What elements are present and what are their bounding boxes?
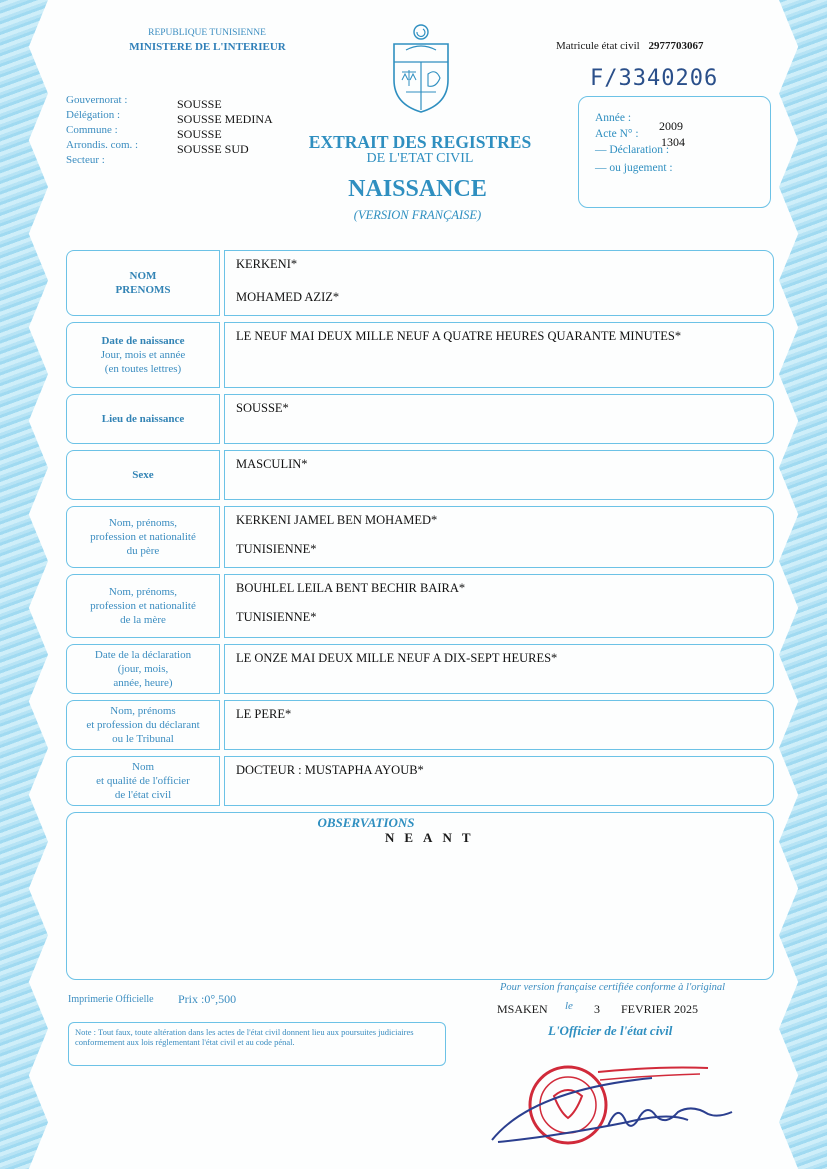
document-subtitle: DE L'ETAT CIVIL (366, 151, 474, 166)
declaration-date-value: LE ONZE MAI DEUX MILLE NEUF A DIX-SEPT HEURES* (236, 651, 558, 665)
observations-title: OBSERVATIONS (317, 815, 415, 830)
label-line: Date de naissance (101, 335, 185, 347)
row-label-father (66, 506, 220, 568)
issue-le: le (565, 1000, 573, 1012)
father-name-value: KERKENI JAMEL BEN MOHAMED* (236, 513, 438, 527)
acte-number-label: Acte N° : (595, 128, 639, 140)
label-line: profession et nationalité (90, 531, 196, 543)
label-line: année, heure) (113, 677, 173, 689)
label-line: Lieu de naissance (101, 413, 185, 425)
birth-place-value: SOUSSE* (236, 401, 289, 415)
surname-value: KERKENI* (236, 257, 298, 271)
serial-number: F/3340206 (590, 66, 719, 91)
row-value-birth-date (224, 322, 774, 388)
ministry-label: MINISTERE DE L'INTERIEUR (129, 41, 286, 53)
label-line: ou le Tribunal (112, 733, 174, 745)
printer-label: Imprimerie Officielle (68, 994, 154, 1005)
acte-number-value: 1304 (661, 135, 685, 149)
mother-name-value: BOUHLEL LEILA BENT BECHIR BAIRA* (236, 581, 466, 595)
matricule-label: Matricule état civil (556, 40, 640, 52)
location-labels (66, 93, 138, 168)
arrondissement-value: SOUSSE SUD (177, 142, 249, 156)
republic-label: REPUBLIQUE TUNISIENNE (148, 28, 266, 38)
observations-content: NEANT (385, 830, 481, 845)
issue-place: MSAKEN (497, 1002, 548, 1016)
row-value-name (224, 250, 774, 316)
certification-text: Pour version française certifiée conforme à l'original (500, 982, 726, 993)
document-title: EXTRAIT DES REGISTRES (308, 132, 532, 152)
commune-label: Commune : (66, 124, 118, 136)
row-value-mother (224, 574, 774, 638)
year-value: 2009 (659, 119, 683, 133)
row-label-mother (66, 574, 220, 638)
mother-nationality-value: TUNISIENNE* (236, 610, 317, 624)
row-label-birth-place (66, 394, 220, 444)
label-line: de l'état civil (114, 789, 172, 801)
label-line: (jour, mois, (117, 663, 169, 675)
label-line: Nom (132, 761, 154, 773)
declaration-label: — Déclaration : (595, 144, 670, 156)
decorative-border-right (779, 0, 827, 1169)
matricule-value: 2977703067 (648, 40, 704, 52)
row-label-declarant (66, 700, 220, 750)
issue-day: 3 (594, 1002, 600, 1016)
governorate-value: SOUSSE (177, 97, 222, 111)
officer-title: L'Officier de l'état civil (548, 1023, 673, 1038)
governorate-label: Gouvernorat : (66, 94, 128, 106)
price-label: Prix :0°,500 (178, 992, 237, 1006)
legal-note: Note : Tout faux, toute altération dans les actes de l'état civil donnent lieu aux poursuites judiciaires conformement aux lois réglementant l'état civil et au code pénal. (68, 1022, 446, 1066)
official-stamp-signature (488, 1060, 768, 1160)
coat-of-arms-emblem (386, 22, 456, 114)
label-line: NOM (129, 270, 157, 282)
row-label-declaration-date (66, 644, 220, 694)
certificate-type: NAISSANCE (348, 176, 487, 202)
label-line: Nom, prénoms (110, 705, 176, 717)
row-value-declarant (224, 700, 774, 750)
label-line: profession et nationalité (90, 600, 196, 612)
location-values (177, 97, 273, 157)
row-label-name (66, 250, 220, 316)
label-line: Jour, mois et année (100, 349, 186, 361)
label-line: Date de la déclaration (94, 649, 192, 661)
row-value-officer (224, 756, 774, 806)
matricule-field (556, 40, 703, 52)
commune-value: SOUSSE (177, 127, 222, 141)
sex-value: MASCULIN* (236, 457, 308, 471)
year-label: Année : (595, 112, 632, 124)
label-line: Nom, prénoms, (108, 586, 178, 598)
label-line: et qualité de l'officier (96, 775, 190, 787)
version-label: (VERSION FRANÇAISE) (353, 208, 482, 222)
delegation-label: Délégation : (66, 109, 121, 121)
row-label-birth-date (66, 322, 220, 388)
label-line: de la mère (120, 614, 166, 626)
label-line: Sexe (132, 469, 154, 481)
row-value-declaration-date (224, 644, 774, 694)
father-nationality-value: TUNISIENNE* (236, 542, 317, 556)
label-line: du père (126, 545, 160, 557)
label-line: et profession du déclarant (86, 719, 200, 731)
label-line: (en toutes lettres) (104, 363, 182, 375)
first-names-value: MOHAMED AZIZ* (236, 290, 340, 304)
acte-box (578, 96, 771, 208)
row-value-father (224, 506, 774, 568)
row-label-sex (66, 450, 220, 500)
issue-date: FEVRIER 2025 (621, 1002, 699, 1016)
row-value-sex (224, 450, 774, 500)
birth-date-value: LE NEUF MAI DEUX MILLE NEUF A QUATRE HEURES QUARANTE MINUTES* (236, 329, 682, 343)
label-line: PRENOMS (115, 284, 171, 296)
label-line: Nom, prénoms, (108, 517, 178, 529)
delegation-value: SOUSSE MEDINA (177, 112, 273, 126)
officer-value: DOCTEUR : MUSTAPHA AYOUB* (236, 763, 424, 777)
row-value-birth-place (224, 394, 774, 444)
declarant-value: LE PERE* (236, 707, 292, 721)
arrondissement-label: Arrondis. com. : (66, 139, 139, 151)
row-label-officer (66, 756, 220, 806)
judgment-label: — ou jugement : (595, 162, 673, 174)
sector-label: Secteur : (66, 154, 105, 166)
decorative-border-left (0, 0, 48, 1169)
